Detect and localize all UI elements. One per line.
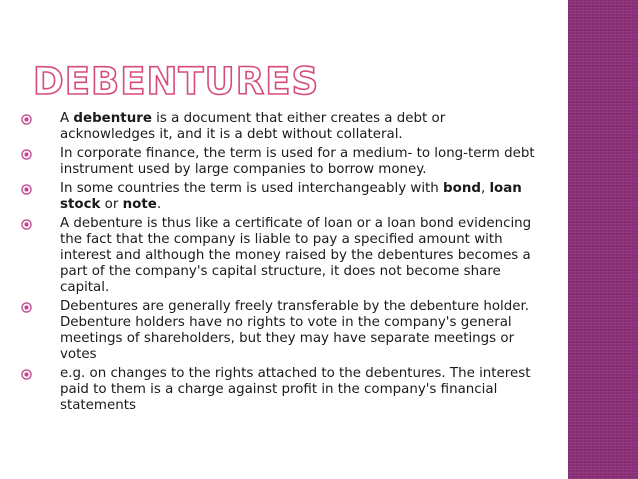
bullet-list [21,111,541,417]
circled-bullet-icon [21,369,32,380]
bullet-text: In corporate finance, the term is used for a medium- to long-term debt instrument used by large companies to borrow money. [60,146,535,177]
bullet-item-3 [21,181,541,213]
bullet-text: Debentures are generally freely transferable by the debenture holder. Debenture holders have no rights to vote in the company's general meetings of shareholders, but they may have separate meetings or votes [60,299,529,362]
term-loan-stock: loan stock [60,181,522,212]
bullet-item-4 [21,216,541,296]
bullet-item-6 [21,366,541,414]
bullet-text: e.g. on changes to the rights attached to the debentures. The interest paid to them is a charge against profit in the company's financial statements [60,366,531,413]
term-note: note [122,197,157,212]
circled-bullet-icon [21,302,32,313]
bullet-item-2 [21,146,541,178]
circled-bullet-icon [21,114,32,125]
circled-bullet-icon [21,149,32,160]
slide-title: DEBENTURES [33,60,320,103]
bullet-text: In some countries the term is used interchangeably with bond, loan stock or note. [60,181,522,212]
bullet-item-5 [21,299,541,363]
term-debenture: debenture [73,111,152,126]
circled-bullet-icon [21,219,32,230]
circled-bullet-icon [21,184,32,195]
bullet-text: A debenture is thus like a certificate of loan or a loan bond evidencing the fact that the company is liable to pay a specified amount with interest and although the money raised by the debentures becomes a part of the company's capital structure, it does not become share capital. [60,216,532,295]
bullet-item-1 [21,111,541,143]
term-bond: bond [443,181,481,196]
decorative-side-bar [568,0,638,479]
bullet-text: A debenture is a document that either creates a debt or acknowledges it, and it is a debt without collateral. [60,111,446,142]
